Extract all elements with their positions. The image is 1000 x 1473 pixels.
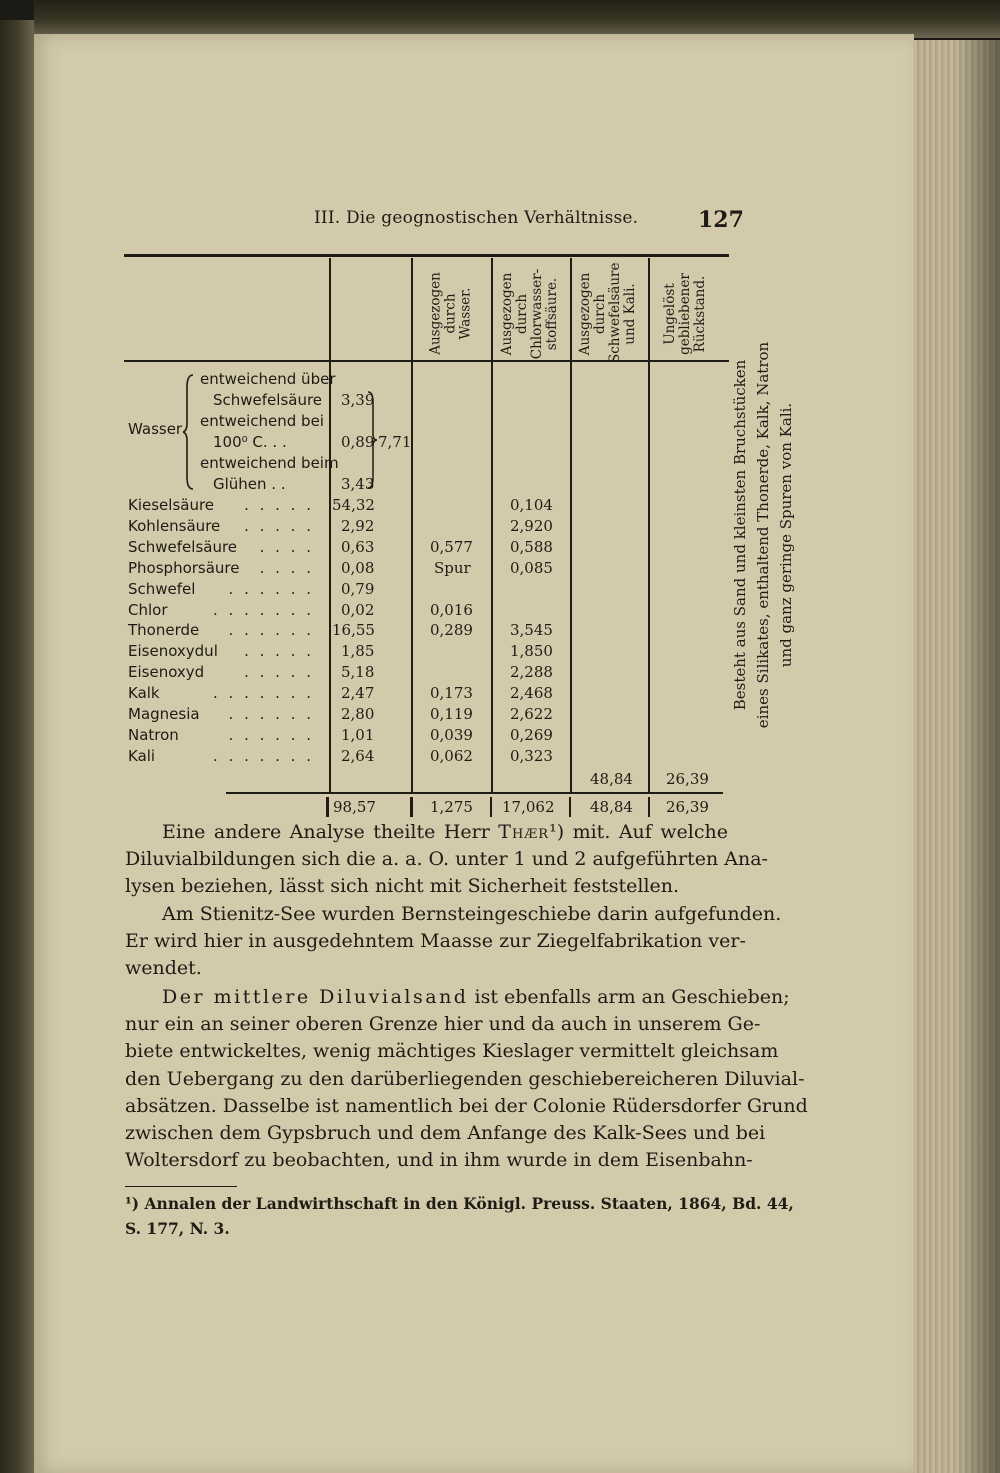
footnote-line-2: S. 177, N. 3. [125,1219,230,1238]
row-water: 0,173 [430,684,473,702]
paragraph-2-line-1: Am Stienitz-See wurden Bernsteingeschiebe darin aufgefunden. [162,903,782,925]
row-name: Eisenoxydul [128,642,218,660]
row-total: 0,02 [341,601,375,619]
wasser-row-1-line2: Schwefelsäure [213,391,323,409]
wasser-label: Wasser [128,420,183,438]
wasser-row-1-line1: entweichend über [200,370,336,388]
row-name: Thonerde [128,621,200,639]
col-rule-4 [570,258,572,792]
row-leader-dots: . . . . . [244,663,314,681]
sum-bar-3 [490,797,492,817]
row-hcl: 0,323 [510,747,553,765]
paragraph-3-line-2: nur ein an seiner oberen Grenze hier und da auch in unserem Ge- [125,1013,761,1036]
row-water: 0,039 [430,726,473,744]
page-sheet [34,34,914,1473]
total-sulfuric-kali: 48,84 [590,798,633,816]
sum-bar-4 [569,797,571,817]
row-hcl: 2,468 [510,684,553,702]
wasser-row-3-total: 3,43 [341,475,375,493]
row-total: 54,32 [332,496,375,514]
row-leader-dots: . . . . . . [228,621,314,639]
col-header-hcl: Ausgezogen durch Chlorwasser- stoffsäure. [499,268,560,360]
footnote [125,1191,794,1241]
row-name: Chlor [128,601,168,619]
row-total: 5,18 [341,663,375,681]
row-leader-dots: . . . . . . . [213,684,314,702]
sum-bar-5 [648,797,650,817]
row-total: 2,92 [341,517,375,535]
row-water: 0,119 [430,705,473,723]
row-water: 0,016 [430,601,473,619]
paragraph-2-line-3: wendet. [125,957,202,980]
row-leader-dots: . . . . . [244,517,314,535]
row-total: 2,64 [341,747,375,765]
subtotal-residue: 26,39 [666,770,709,788]
paragraph-3-line-1: Der mittlere Diluvialsand ist ebenfalls arm an Geschieben; [162,986,790,1008]
paragraph-3 [125,984,808,1174]
total-residue: 26,39 [666,798,709,816]
sum-bar-1 [326,797,329,817]
row-water: 0,577 [430,538,473,556]
running-head: III. Die geognostischen Verhältnisse. [314,208,639,228]
paragraph-3-line-3: biete entwickeltes, wenig mächtiges Kieslager vermittelt gleichsam [125,1040,779,1063]
wasser-sum: 7,71 [378,433,412,451]
row-total: 0,08 [341,559,375,577]
total-sum: 98,57 [333,798,376,816]
book-top-edge [34,0,1000,38]
paragraph-2-line-2: Er wird hier in ausgedehntem Maasse zur Ziegelfabrikation ver- [125,930,746,953]
spaced-term: Der mittlere Diluvialsand [162,986,469,1008]
row-hcl: 0,588 [510,538,553,556]
row-total: 1,85 [341,642,375,660]
paragraph-3-line-4: den Uebergang zu den darüberliegenden geschiebereicheren Diluvial- [125,1067,805,1090]
row-leader-dots: . . . . . [244,496,314,514]
wasser-row-3-line2: Glühen . . [213,475,286,493]
paragraph-2 [125,901,782,983]
paragraph-1-line-3: lysen beziehen, lässt sich nicht mit Sicherheit feststellen. [125,875,680,898]
row-hcl: 2,920 [510,517,553,535]
row-name: Kali [128,747,156,765]
row-hcl: 0,104 [510,496,553,514]
row-hcl: 2,288 [510,663,553,681]
total-water: 1,275 [430,798,473,816]
row-name: Eisenoxyd [128,663,205,681]
row-total: 2,47 [341,684,375,702]
row-leader-dots: . . . . . [244,642,314,660]
paragraph-3-line-7: Woltersdorf zu beobachten, und in ihm wurde in dem Eisenbahn- [125,1149,753,1172]
row-hcl: 0,269 [510,726,553,744]
row-total: 16,55 [332,621,375,639]
row-leader-dots: . . . . . . . [213,747,314,765]
row-water: 0,289 [430,621,473,639]
table-sum-rule [226,792,723,794]
col-header-sulfuric-kali: Ausgezogen durch Schwefelsäure und Kali. [577,262,638,363]
paragraph-1 [125,819,768,901]
row-leader-dots: . . . . . . [228,580,314,598]
wasser-brace-icon [183,373,195,491]
sum-bar-2 [410,797,413,817]
row-total: 2,80 [341,705,375,723]
row-name: Natron [128,726,179,744]
col-header-water: Ausgezogen durch Wasser. [427,272,474,355]
col-rule-2 [411,258,413,792]
wasser-row-2-line2: 100⁰ C. . . [213,433,287,451]
paragraph-1-line-2: Diluvialbildungen sich die a. a. O. unter 1 und 2 aufgeführten Ana- [125,848,768,871]
row-total: 1,01 [341,726,375,744]
row-name: Kalk [128,684,160,702]
row-leader-dots: . . . . . . . [213,601,314,619]
page-fore-edge-shadow [955,40,1000,1473]
row-name: Kieselsäure [128,496,215,514]
row-water: Spur [434,559,471,577]
footnote-rule [125,1186,237,1187]
row-name: Magnesia [128,705,200,723]
page-number: 127 [698,207,744,233]
wasser-row-2-line1: entweichend bei [200,412,324,430]
row-water: 0,062 [430,747,473,765]
row-leader-dots: . . . . . . [228,726,314,744]
row-hcl: 1,850 [510,642,553,660]
col-rule-3 [491,258,493,792]
row-leader-dots: . . . . [259,559,314,577]
wasser-row-2-total: 0,89 [341,433,375,451]
wasser-sum-brace-icon [367,390,377,490]
paragraph-3-line-6: zwischen dem Gypsbruch und dem Anfange des Kalk-Sees und bei [125,1122,766,1145]
row-hcl: 3,545 [510,621,553,639]
row-leader-dots: . . . . . . [228,705,314,723]
col-header-residue: Ungelöst gebliebener Rückstand. [662,273,708,355]
row-hcl: 0,085 [510,559,553,577]
row-name: Kohlensäure [128,517,221,535]
col-rule-1 [329,258,331,792]
author-name: Thær [498,821,550,843]
paragraph-3-line-5: absätzen. Dasselbe ist namentlich bei der Colonie Rüdersdorfer Grund [125,1094,808,1117]
table-top-rule [124,254,729,257]
row-name: Schwefel [128,580,196,598]
wasser-row-3-line1: entweichend beim [200,454,339,472]
paragraph-1-line-1: Eine andere Analyse theilte Herr Thær¹) mit. Auf welche [162,821,728,843]
row-name: Phosphorsäure [128,559,240,577]
wasser-row-1-total: 3,39 [341,391,375,409]
row-name: Schwefelsäure [128,538,238,556]
row-total: 0,79 [341,580,375,598]
row-hcl: 2,622 [510,705,553,723]
subtotal-sulfuric-kali: 48,84 [590,770,633,788]
footnote-line-1: ¹) Annalen der Landwirthschaft in den Königl. Preuss. Staaten, 1864, Bd. 44, [125,1194,794,1213]
residue-note: Besteht aus Sand und kleinsten Bruchstücken eines Silikates, enthaltend Thonerde, Kalk, Natron und ganz geringe Spuren von Kali. [731,341,795,729]
row-total: 0,63 [341,538,375,556]
row-leader-dots: . . . . [259,538,314,556]
col-rule-5 [648,258,650,792]
total-hcl: 17,062 [502,798,555,816]
book-spine-edge [0,20,34,1473]
